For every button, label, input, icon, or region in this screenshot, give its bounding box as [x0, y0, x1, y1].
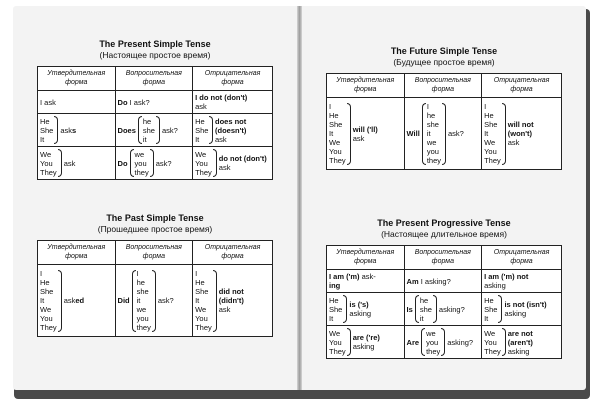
present-progressive-table [326, 245, 562, 359]
neg-bold: I am ('m) not [484, 272, 529, 281]
pronoun-list: He She It [484, 295, 498, 323]
brace [422, 103, 426, 165]
neg-verb: ask [507, 138, 520, 147]
pronoun-list: I He She It We You They [484, 102, 501, 165]
aff-bold: are ('re) [352, 333, 380, 342]
aff-verb: ask [63, 296, 76, 305]
present-progressive-subtitle: (Настоящее длительное время) [381, 229, 507, 239]
neg-verb: asking [504, 309, 527, 318]
neg-verb: ask [218, 305, 231, 314]
pronoun-list: We You They [195, 149, 212, 177]
neg-bold: will not (won't) [507, 120, 534, 138]
table-row [327, 293, 562, 326]
aff-cell [38, 265, 116, 337]
col-affirmative: Утвердительная форма [327, 246, 405, 270]
q-cell [404, 326, 482, 359]
brace [132, 270, 136, 332]
aff-verb: ask [352, 133, 365, 143]
q-verb: asking? [447, 337, 474, 347]
brace [138, 116, 142, 144]
aff-bold: will ('ll) [352, 124, 378, 134]
aff-verb: asking [352, 342, 375, 351]
brace [209, 116, 213, 144]
col-affirmative: Утвердительная форма [327, 74, 405, 98]
q-cell [404, 98, 482, 170]
table-row [38, 265, 273, 337]
col-interrogative: Вопросительная форма [404, 74, 482, 98]
brace [343, 295, 347, 323]
q-cell [115, 147, 193, 180]
col-negative: Отрицательная форма [193, 241, 273, 265]
neg-bold: are not (aren't) [507, 328, 533, 347]
brace [433, 295, 437, 323]
table-header-row [38, 241, 273, 265]
neg-cell [482, 270, 562, 293]
future-simple-table [326, 73, 562, 170]
present-progressive-title: The Present Progressive Tense [377, 218, 511, 228]
aff-suffix: ed [75, 296, 85, 305]
pronoun-list: He She It [329, 295, 343, 323]
brace [502, 328, 506, 356]
future-simple-title: The Future Simple Tense [390, 46, 498, 56]
brace [156, 116, 160, 144]
neg-bold: I do not (don't) [195, 93, 248, 102]
neg-cell [482, 326, 562, 359]
pronoun-list: he she it [419, 295, 432, 323]
brace [130, 149, 134, 177]
q-aux: Is [406, 304, 413, 314]
aff-cont: ing [329, 281, 341, 290]
brace [150, 149, 154, 177]
table-row [327, 326, 562, 359]
pronoun-list: I He She It We You They [195, 269, 212, 332]
aff-cell [327, 98, 405, 170]
neg-verb: asking [484, 281, 506, 290]
q-rest: I ask? [129, 97, 150, 107]
brace [441, 328, 445, 356]
aff-bold: I am ('m) [329, 272, 360, 281]
brace [498, 295, 502, 323]
brace [502, 103, 506, 165]
future-simple-section [326, 46, 562, 170]
pronoun-list: He She It [40, 116, 54, 144]
neg-bold: is not (isn't) [504, 300, 547, 309]
present-simple-subtitle: (Настоящее простое время) [99, 50, 211, 60]
past-simple-table [37, 240, 273, 337]
table-header-row [327, 246, 562, 270]
aff-cell [327, 270, 405, 293]
aff-verb: asking [349, 309, 372, 318]
pronoun-list: We You They [329, 328, 346, 356]
book-spine [297, 6, 302, 390]
pronoun-list: I He She It We You They [329, 102, 346, 165]
col-interrogative: Вопросительная форма [404, 246, 482, 270]
brace [347, 103, 351, 165]
col-negative: Отрицательная форма [482, 74, 562, 98]
brace [58, 149, 62, 177]
neg-cell [193, 91, 273, 114]
aff-rest: ask- [361, 272, 376, 281]
table-header-row [327, 74, 562, 98]
pronoun-list: I he she it we you they [136, 269, 151, 332]
table-row [327, 98, 562, 170]
neg-cell [193, 114, 273, 147]
q-aux: Are [406, 337, 420, 347]
q-cell [115, 114, 193, 147]
col-negative: Отрицательная форма [193, 67, 273, 91]
pronoun-list: we you they [426, 328, 441, 356]
neg-bold: do not (don't) [218, 154, 267, 163]
future-simple-subtitle: (Будущее простое время) [393, 57, 495, 67]
brace [213, 270, 217, 332]
q-aux: Am [406, 276, 419, 286]
aff-cell [38, 114, 116, 147]
pronoun-list: I he she it we you they [426, 102, 441, 165]
aff-verb: ask [63, 158, 76, 168]
brace [421, 328, 425, 356]
past-simple-title: The Past Simple Tense [106, 213, 204, 223]
neg-verb: asking [507, 346, 530, 356]
present-simple-title: The Present Simple Tense [99, 39, 211, 49]
neg-cell [193, 265, 273, 337]
aff-cell [38, 147, 116, 180]
table-row [38, 91, 273, 114]
neg-cell [482, 98, 562, 170]
q-cell [115, 265, 193, 337]
aff-verb: ask [60, 125, 73, 135]
neg-cell [482, 293, 562, 326]
aff-cell [327, 326, 405, 359]
neg-bold: does not (doesn't) [215, 116, 247, 135]
aff-cell [327, 293, 405, 326]
col-affirmative: Утвердительная форма [38, 241, 116, 265]
q-aux: Does [117, 125, 136, 135]
q-aux: Do [117, 158, 128, 168]
q-verb: asking? [438, 304, 465, 314]
brace [54, 116, 58, 144]
aff-cell: I ask [38, 91, 116, 114]
neg-bold: did not (didn't) [218, 287, 244, 305]
table-row [327, 270, 562, 293]
past-simple-section [37, 213, 273, 337]
q-rest: I asking? [420, 276, 451, 286]
q-verb: ask? [155, 158, 172, 168]
table-row [38, 114, 273, 147]
q-cell [404, 293, 482, 326]
pronoun-list: we you they [134, 149, 149, 177]
brace [58, 270, 62, 332]
brace [415, 295, 419, 323]
q-verb: ask? [448, 129, 464, 138]
pronoun-list: We You They [484, 328, 501, 356]
past-simple-subtitle: (Прошедшее простое время) [97, 224, 213, 234]
pronoun-list: He She It [195, 116, 209, 144]
q-cell [115, 91, 193, 114]
pronoun-list: he she it [142, 116, 155, 144]
q-verb: ask? [161, 125, 178, 135]
present-simple-table [37, 66, 273, 180]
brace [152, 270, 156, 332]
q-aux: Did [117, 296, 130, 305]
q-aux: Will [406, 129, 420, 138]
present-progressive-section [326, 218, 562, 359]
q-aux: Do [117, 97, 128, 107]
neg-verb: ask [215, 134, 227, 144]
present-simple-section [37, 39, 273, 180]
brace [347, 328, 351, 356]
neg-verb: ask [195, 102, 207, 111]
q-cell [404, 270, 482, 293]
table-row [38, 147, 273, 180]
table-header-row [38, 67, 273, 91]
brace [213, 149, 217, 177]
aff-suffix: s [72, 125, 77, 135]
brace [442, 103, 446, 165]
col-interrogative: Вопросительная форма [115, 67, 193, 91]
neg-verb: ask [218, 163, 231, 172]
pronoun-list: I He She It We You They [40, 269, 57, 332]
aff-bold: is ('s) [349, 300, 369, 309]
neg-cell [193, 147, 273, 180]
col-affirmative: Утвердительная форма [38, 67, 116, 91]
col-interrogative: Вопросительная форма [115, 241, 193, 265]
q-verb: ask? [157, 296, 174, 305]
pronoun-list: We You They [40, 149, 57, 177]
col-negative: Отрицательная форма [482, 246, 562, 270]
